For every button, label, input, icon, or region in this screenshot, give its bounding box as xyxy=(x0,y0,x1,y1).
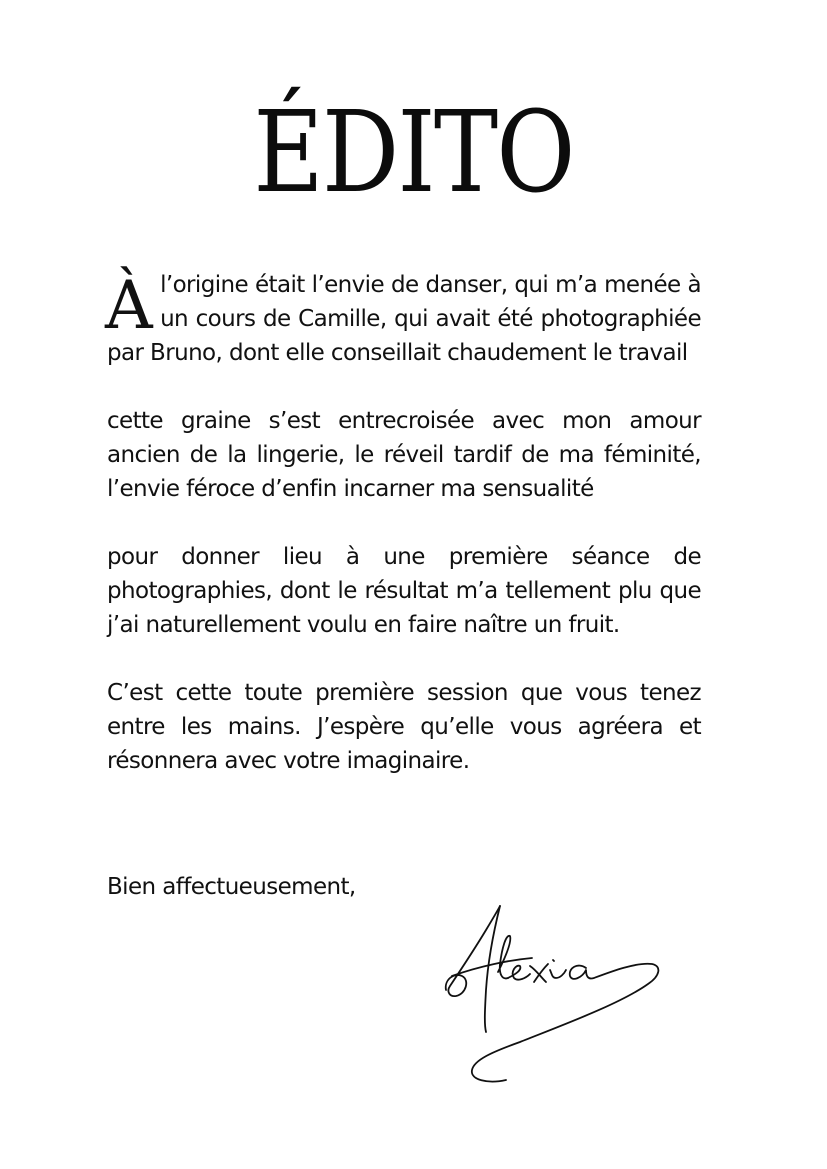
paragraph-1-text: l’origine était l’envie de danser, qui m’a menée à un cours de Camille, qui avait été photographiée par Bruno, dont elle conseillait chaudement le travail xyxy=(107,272,701,366)
drop-cap: À xyxy=(105,267,153,344)
signature-alexia xyxy=(440,900,670,1095)
page-title: ÉDITO xyxy=(253,88,574,218)
editorial-body xyxy=(107,268,701,778)
paragraph-2: cette graine s’est entrecroisée avec mon amour ancien de la lingerie, le réveil tardif de ma féminité, l’envie féroce d’enfin incarner ma sensualité xyxy=(107,408,701,502)
closing-salutation: Bien affectueusement, xyxy=(107,874,356,900)
paragraph-4: C’est cette toute première session que vous tenez entre les mains. J’espère qu’elle vous agréera et résonnera avec votre imaginaire. xyxy=(107,680,701,774)
paragraph-3: pour donner lieu à une première séance de photographies, dont le résultat m’a tellement plu que j’ai naturellement voulu en faire naître un fruit. xyxy=(107,544,701,638)
paragraph-1 xyxy=(107,268,701,370)
